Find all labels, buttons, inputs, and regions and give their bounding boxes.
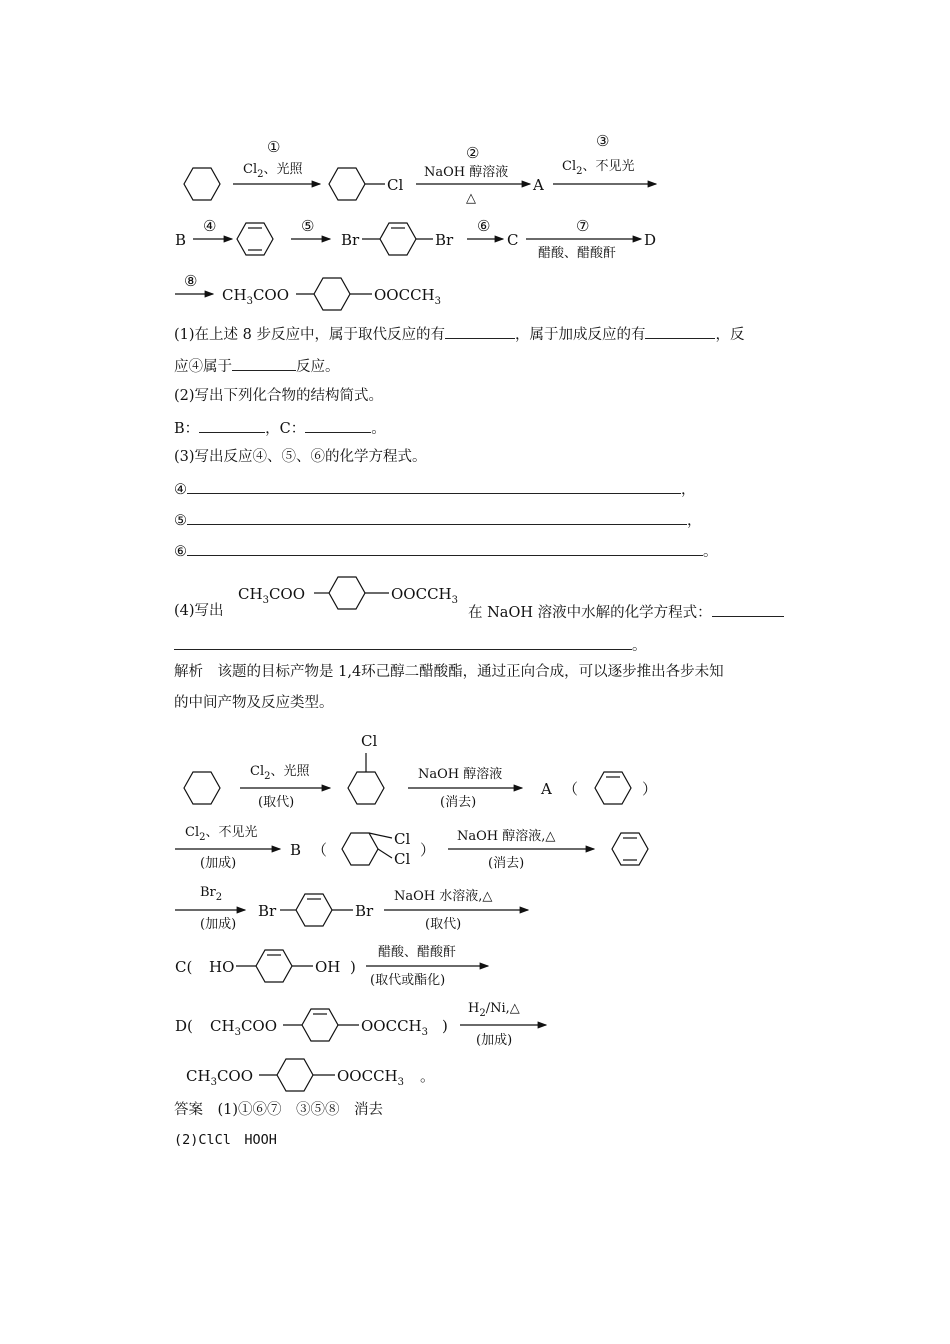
compound-B-label: B [175,231,187,249]
answer-line-2: (2)ClCl HOOH [174,1132,277,1148]
s2-step3-type: (加成) [200,856,237,871]
step-7-reagent: 醋酸、醋酸酐 [538,246,617,261]
s2-step2-type: (消去) [440,795,477,810]
ester-left-group: $CH_3COO$ [222,286,290,307]
q4-blank-2[interactable] [174,634,632,650]
q1-text-b: ，属于加成反应的有 [514,327,646,343]
compound-C-label: C [507,231,519,249]
step-5-number: ⑤ [301,217,315,235]
step-8-number: ⑧ [184,272,198,290]
q4-ester-left: $CH_3COO$ [238,585,306,606]
step-1-number: ① [267,138,281,156]
q1-blank-substitution[interactable] [445,323,515,339]
q3-period-6: 。 [703,544,718,560]
chlorocyclohexane-ring [329,168,365,200]
q2-end: 。 [371,421,386,437]
q4-period: 。 [632,638,647,654]
s2-step4-reagent: NaOH 醇溶液,△ [457,829,556,844]
s2-step6-reagent: NaOH 水溶液,△ [394,889,493,904]
s2-compound-C: C( [175,958,193,976]
q3-num-5: ⑤ [174,513,187,529]
s2-step5-reagent: $Br_2$ [200,885,223,903]
q2-blank-b[interactable] [199,417,265,433]
s2-final-ester-left: $CH_3COO$ [186,1067,254,1088]
step-3-number: ③ [596,132,610,150]
question-2: (2)写出下列化合物的结构简式。 [174,388,384,404]
s2-step5-type: (加成) [200,917,237,932]
q3-line-6 [174,540,718,562]
q2-label-b: B： [174,421,200,437]
hydroxy-left: HO [209,958,235,976]
s2-step2-reagent: NaOH 醇溶液 [418,767,503,782]
s2-compound-A: A [541,780,552,798]
q4-suffix [468,601,784,623]
s2-d-ester-left: $CH_3COO$ [210,1017,278,1038]
hydroxy-right: OH [315,958,341,976]
s2-step7-reagent: 醋酸、醋酸酐 [378,945,457,960]
q4-prefix: (4)写出 [174,603,224,619]
analysis-line-2: 的中间产物及反应类型。 [174,695,334,711]
dichlorocyclohexane-ring [342,833,378,865]
answer-line-1: 答案 (1)①⑥⑦ ③⑤⑧ 消去 [174,1102,384,1118]
cyclohexane-ring [184,168,220,200]
s2-bromo-right: Br [355,902,374,920]
bromo-left: Br [341,231,360,249]
s2-paren-close-B: ） [420,841,436,859]
q1-blank-addition[interactable] [645,323,715,339]
analysis-line-1: 解析 该题的目标产物是 1,4环己醇二醋酸酯，通过正向合成，可以逐步推出各步未知 [174,664,724,680]
cyclohexane-diester-ring-2 [329,577,365,609]
ester-right-group: $OOCCH_3$ [374,286,442,307]
s2-paren-close-A: ） [642,780,658,798]
q4-text: 在 NaOH 溶液中水解的化学方程式： [468,605,712,621]
s2-compound-D: D( [175,1017,193,1035]
step-7-number: ⑦ [576,217,590,235]
q1-text-e: 反应。 [296,359,340,375]
step-4-number: ④ [203,217,217,235]
q1-blank-type[interactable] [232,355,296,371]
step-1-reagent: $Cl_2$、光照 [243,162,303,180]
q3-num-4: ④ [174,482,187,498]
bromo-right: Br [435,231,454,249]
q3-line-5 [174,509,702,531]
q1-text-d: 应④属于 [174,359,232,375]
q1-text-c: ，反 [715,327,745,343]
s2-step3-reagent: $Cl_2$、不见光 [185,825,258,843]
q4-ester-right: $OOCCH_3$ [391,585,459,606]
s2-final-ester-right: $OOCCH_3$ [337,1067,405,1088]
cyclohexane-diester-ring-1 [314,278,350,310]
q4-line-2 [174,634,647,656]
q4-blank-1[interactable] [712,601,784,617]
s2-step1-type: (取代) [258,795,295,810]
step-2-reagent: NaOH 醇溶液 [424,165,509,180]
compound-D-label: D [644,231,657,249]
s2-step6-type: (取代) [425,917,462,932]
chloro-lower: Cl [394,850,411,868]
question-2-answers [174,417,386,439]
question-3: (3)写出反应④、⑤、⑥的化学方程式。 [174,449,427,465]
compound-A-label: A [533,176,544,194]
s2-paren-close-D: ) [442,1017,448,1035]
q3-num-6: ⑥ [174,544,187,560]
s2-paren-open-B: （ [312,841,328,859]
s2-paren-open-A: （ [563,780,579,798]
q3-comma-4: ， [681,482,696,498]
q3-line-4 [174,478,696,500]
s2-paren-close-C: ) [350,958,356,976]
cyclohexane-diester-ring-3 [277,1059,313,1091]
chloro-substituent: Cl [387,176,404,194]
s2-compound-B: B [290,841,302,859]
q2-blank-c[interactable] [305,417,371,433]
step-2-condition: △ [466,191,476,206]
chloro-atom: Cl [361,732,378,750]
step-6-number: ⑥ [477,217,491,235]
s2-step8-reagent: $H_2/Ni,\triangle$ [468,1001,520,1019]
question-1-line-2 [174,355,340,377]
s2-bromo-left: Br [258,902,277,920]
q3-blank-5[interactable] [187,509,687,525]
s2-step4-type: (消去) [488,856,525,871]
s2-d-ester-right: $OOCCH_3$ [361,1017,429,1038]
q1-text-a: (1)在上述 8 步反应中，属于取代反应的有 [174,327,445,343]
step-3-reagent: $Cl_2$、不见光 [562,159,635,177]
question-1-line-1 [174,323,744,345]
q3-comma-5: ， [687,513,702,529]
s2-step1-reagent: $Cl_2$、光照 [250,764,310,782]
cyclohexane-ring-2 [184,772,220,804]
chloro-upper: Cl [394,830,411,848]
s2-step8-type: (加成) [476,1033,513,1048]
q3-blank-6[interactable] [187,540,703,556]
s2-step7-type: (取代或酯化) [370,973,446,988]
chlorocyclohexane-ring-2 [348,772,384,804]
s2-final-period: 。 [420,1067,436,1085]
q2-label-c: ，C： [265,421,306,437]
q3-blank-4[interactable] [187,478,681,494]
step-2-number: ② [466,144,480,162]
